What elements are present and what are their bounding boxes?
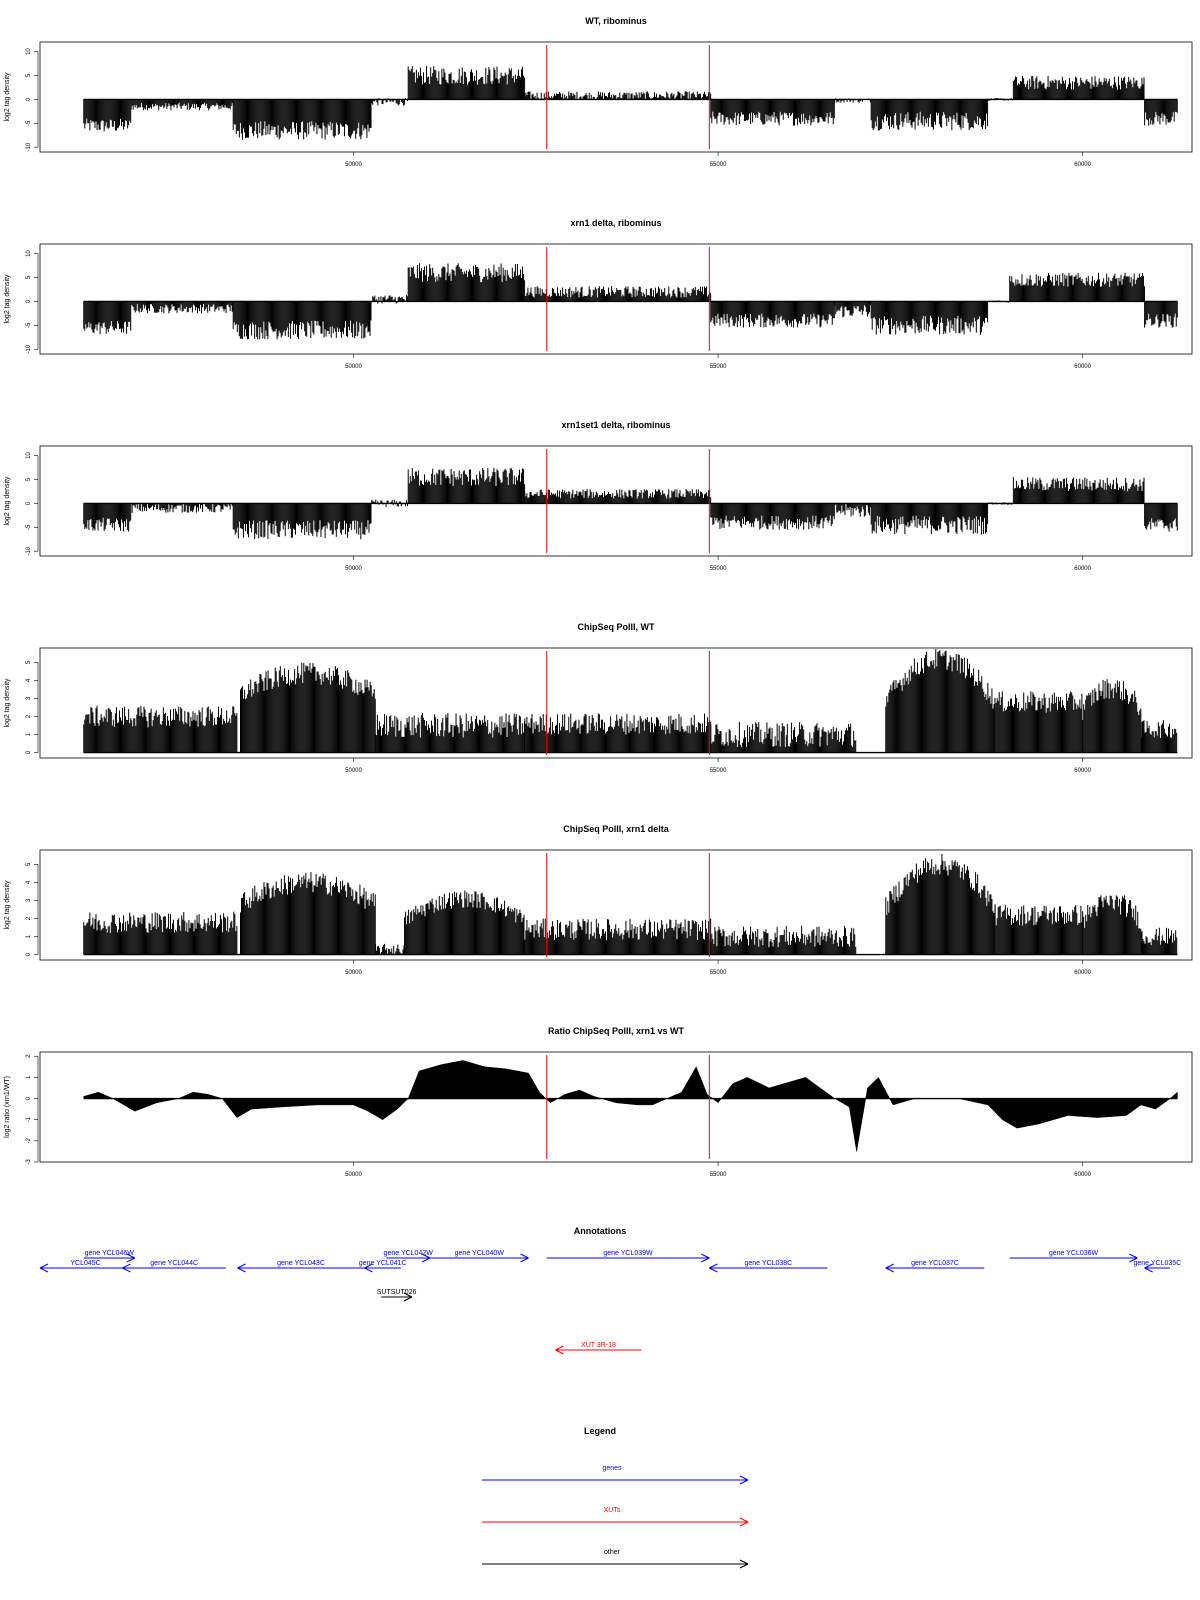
- y-tick-label: 0: [26, 97, 32, 102]
- y-tick-label: -5: [26, 524, 32, 530]
- y-tick-label: 2: [26, 916, 32, 921]
- track-panel: [4, 16, 1192, 168]
- y-tick-label: 5: [26, 73, 32, 78]
- panel-title: xrn1 delta, ribominus: [570, 218, 662, 228]
- y-tick-label: 1: [26, 732, 32, 737]
- y-tick-label: 2: [26, 714, 32, 719]
- y-tick-label: 10: [26, 250, 32, 257]
- track-panel: [4, 622, 1192, 774]
- signal-series: [84, 854, 1177, 955]
- panel-title: ChipSeq PolII, xrn1 delta: [563, 824, 669, 834]
- y-tick-label: 5: [26, 660, 32, 665]
- y-tick-label: 0: [26, 299, 32, 304]
- x-tick-label: 55000: [709, 566, 727, 572]
- x-tick-label: 50000: [345, 364, 362, 370]
- track-panel: [4, 218, 1192, 370]
- x-tick-label: 60000: [1074, 162, 1091, 168]
- y-axis-label: log2 tag density: [4, 678, 11, 728]
- y-tick-label: 5: [26, 862, 32, 867]
- signal-series: [84, 66, 1178, 140]
- y-tick-label: 1: [26, 934, 32, 939]
- panel-title: WT, ribominus: [585, 16, 647, 26]
- panel-title: xrn1set1 delta, ribominus: [561, 420, 671, 430]
- y-tick-label: -5: [26, 120, 32, 126]
- x-tick-label: 60000: [1074, 768, 1091, 774]
- track-panel: [4, 420, 1192, 572]
- y-axis-label: log2 tag density: [4, 476, 11, 526]
- y-tick-label: 10: [26, 452, 32, 459]
- y-tick-label: -10: [26, 344, 32, 354]
- y-tick-label: 5: [26, 275, 32, 280]
- y-tick-label: -10: [26, 546, 32, 556]
- y-tick-label: 0: [26, 952, 32, 957]
- y-tick-label: 4: [26, 880, 32, 885]
- y-tick-label: 5: [26, 477, 32, 482]
- track-panel: [4, 824, 1192, 976]
- y-tick-label: -10: [26, 142, 32, 152]
- y-tick-label: 3: [26, 898, 32, 903]
- x-tick-label: 55000: [709, 162, 727, 168]
- x-tick-label: 60000: [1074, 566, 1091, 572]
- x-tick-label: 50000: [345, 162, 362, 168]
- x-tick-label: 50000: [345, 768, 362, 774]
- y-tick-label: 0: [26, 501, 32, 506]
- y-axis-label: log2 tag density: [4, 880, 11, 930]
- y-tick-label: 4: [26, 678, 32, 683]
- x-tick-label: 55000: [709, 364, 727, 370]
- x-tick-label: 50000: [345, 566, 362, 572]
- y-axis-label: log2 tag density: [4, 274, 11, 324]
- y-tick-label: -5: [26, 322, 32, 328]
- y-tick-label: 10: [26, 48, 32, 55]
- x-tick-label: 55000: [709, 768, 727, 774]
- track-panels: [4, 16, 1192, 1178]
- x-tick-label: 60000: [1074, 364, 1091, 370]
- signal-series: [84, 649, 1177, 753]
- y-tick-label: 0: [26, 750, 32, 755]
- y-axis-label: log2 tag density: [4, 72, 11, 122]
- panel-title: ChipSeq PolII, WT: [577, 622, 655, 632]
- y-tick-label: 3: [26, 696, 32, 701]
